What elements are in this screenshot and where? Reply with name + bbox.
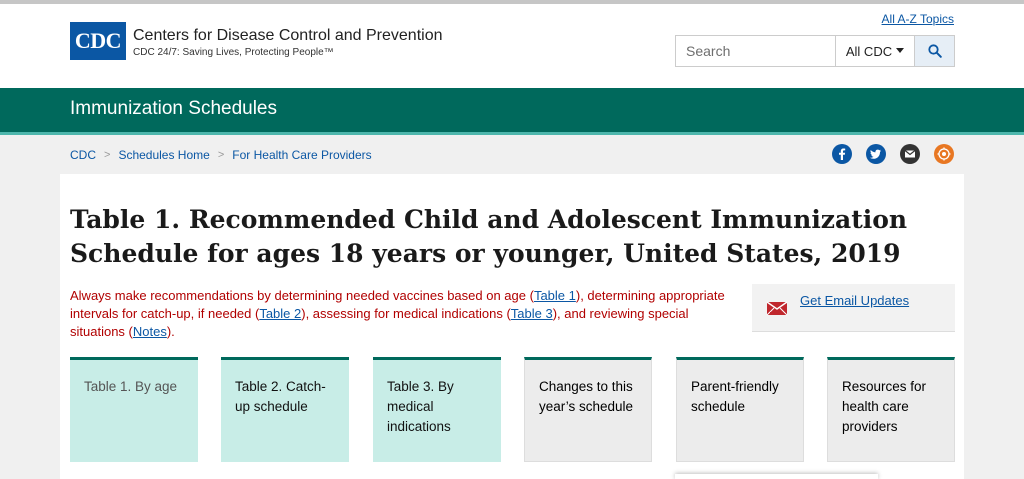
email-icon[interactable]	[900, 144, 920, 164]
card-resources-providers[interactable]	[827, 357, 955, 462]
page-title	[70, 203, 950, 271]
card-table-3-medical-indications[interactable]	[373, 357, 501, 462]
breadcrumb	[70, 148, 372, 162]
search-scope-label: All CDC	[845, 43, 893, 59]
breadcrumb-cdc[interactable]: CDC	[70, 148, 96, 162]
card-changes-this-year[interactable]	[524, 357, 652, 462]
notes-link[interactable]: Notes	[132, 324, 167, 339]
table-3-link[interactable]: Table 3	[510, 306, 553, 321]
table-2-link[interactable]: Table 2	[259, 306, 302, 321]
section-banner	[0, 88, 1024, 132]
get-email-updates-link[interactable]: Get Email Updates	[800, 293, 910, 308]
email-updates-box	[752, 284, 955, 332]
search-button[interactable]	[914, 35, 955, 67]
card-table-2-catch-up[interactable]	[221, 357, 349, 462]
search-icon	[928, 44, 942, 58]
az-topics-link[interactable]: All A-Z Topics	[881, 12, 954, 26]
search-input[interactable]	[675, 35, 835, 67]
card-label: Resources for health care providers	[842, 379, 927, 434]
dropdown-edge	[675, 474, 878, 479]
breadcrumb-separator: >	[217, 149, 225, 161]
page-title-text: Recommended Child and Adolescent Immunization Schedule for ages 18 years or younger, United States, 2019	[70, 205, 908, 268]
card-parent-friendly-schedule[interactable]	[676, 357, 804, 462]
caret-down-icon	[896, 48, 904, 54]
card-label: Changes to this year’s schedule	[539, 379, 634, 414]
section-title[interactable]: Immunization Schedules	[70, 98, 277, 119]
search-scope-dropdown[interactable]	[835, 35, 915, 67]
email-envelope-icon	[766, 298, 788, 318]
card-label: Parent-friendly schedule	[691, 379, 779, 414]
org-name[interactable]: Centers for Disease Control and Prevention	[133, 27, 443, 44]
breadcrumb-schedules-home[interactable]: Schedules Home	[118, 148, 210, 162]
breadcrumb-health-care-providers[interactable]: For Health Care Providers	[232, 148, 372, 162]
card-table-1-by-age[interactable]	[70, 357, 198, 462]
logo-text: CDC	[74, 28, 122, 53]
facebook-icon[interactable]	[832, 144, 852, 164]
card-label: Table 1. By age	[84, 379, 178, 394]
cdc-logo[interactable]	[70, 22, 126, 60]
tagline: CDC 24/7: Saving Lives, Protecting People™	[133, 47, 334, 58]
intro-fragment: ), and reviewing special situations (	[70, 306, 689, 339]
card-label: Table 2. Catch-up schedule	[235, 379, 326, 414]
twitter-icon[interactable]	[866, 144, 886, 164]
breadcrumb-separator: >	[104, 149, 111, 161]
banner-accent-line	[0, 132, 1024, 135]
syndicate-icon[interactable]	[934, 144, 954, 164]
intro-fragment: ), determining appropriate intervals for catch-up, if needed (	[70, 288, 725, 321]
intro-fragment: ).	[166, 324, 175, 339]
table-1-link[interactable]: Table 1	[533, 288, 576, 303]
intro-fragment: ), assessing for medical indications (	[301, 306, 511, 321]
intro-fragment: Always make recommendations by determining needed vaccines based on age (	[70, 288, 534, 303]
card-label: Table 3. By medical indications	[387, 379, 454, 434]
page-title-label: Table 1.	[70, 205, 181, 234]
intro-text	[70, 287, 735, 341]
